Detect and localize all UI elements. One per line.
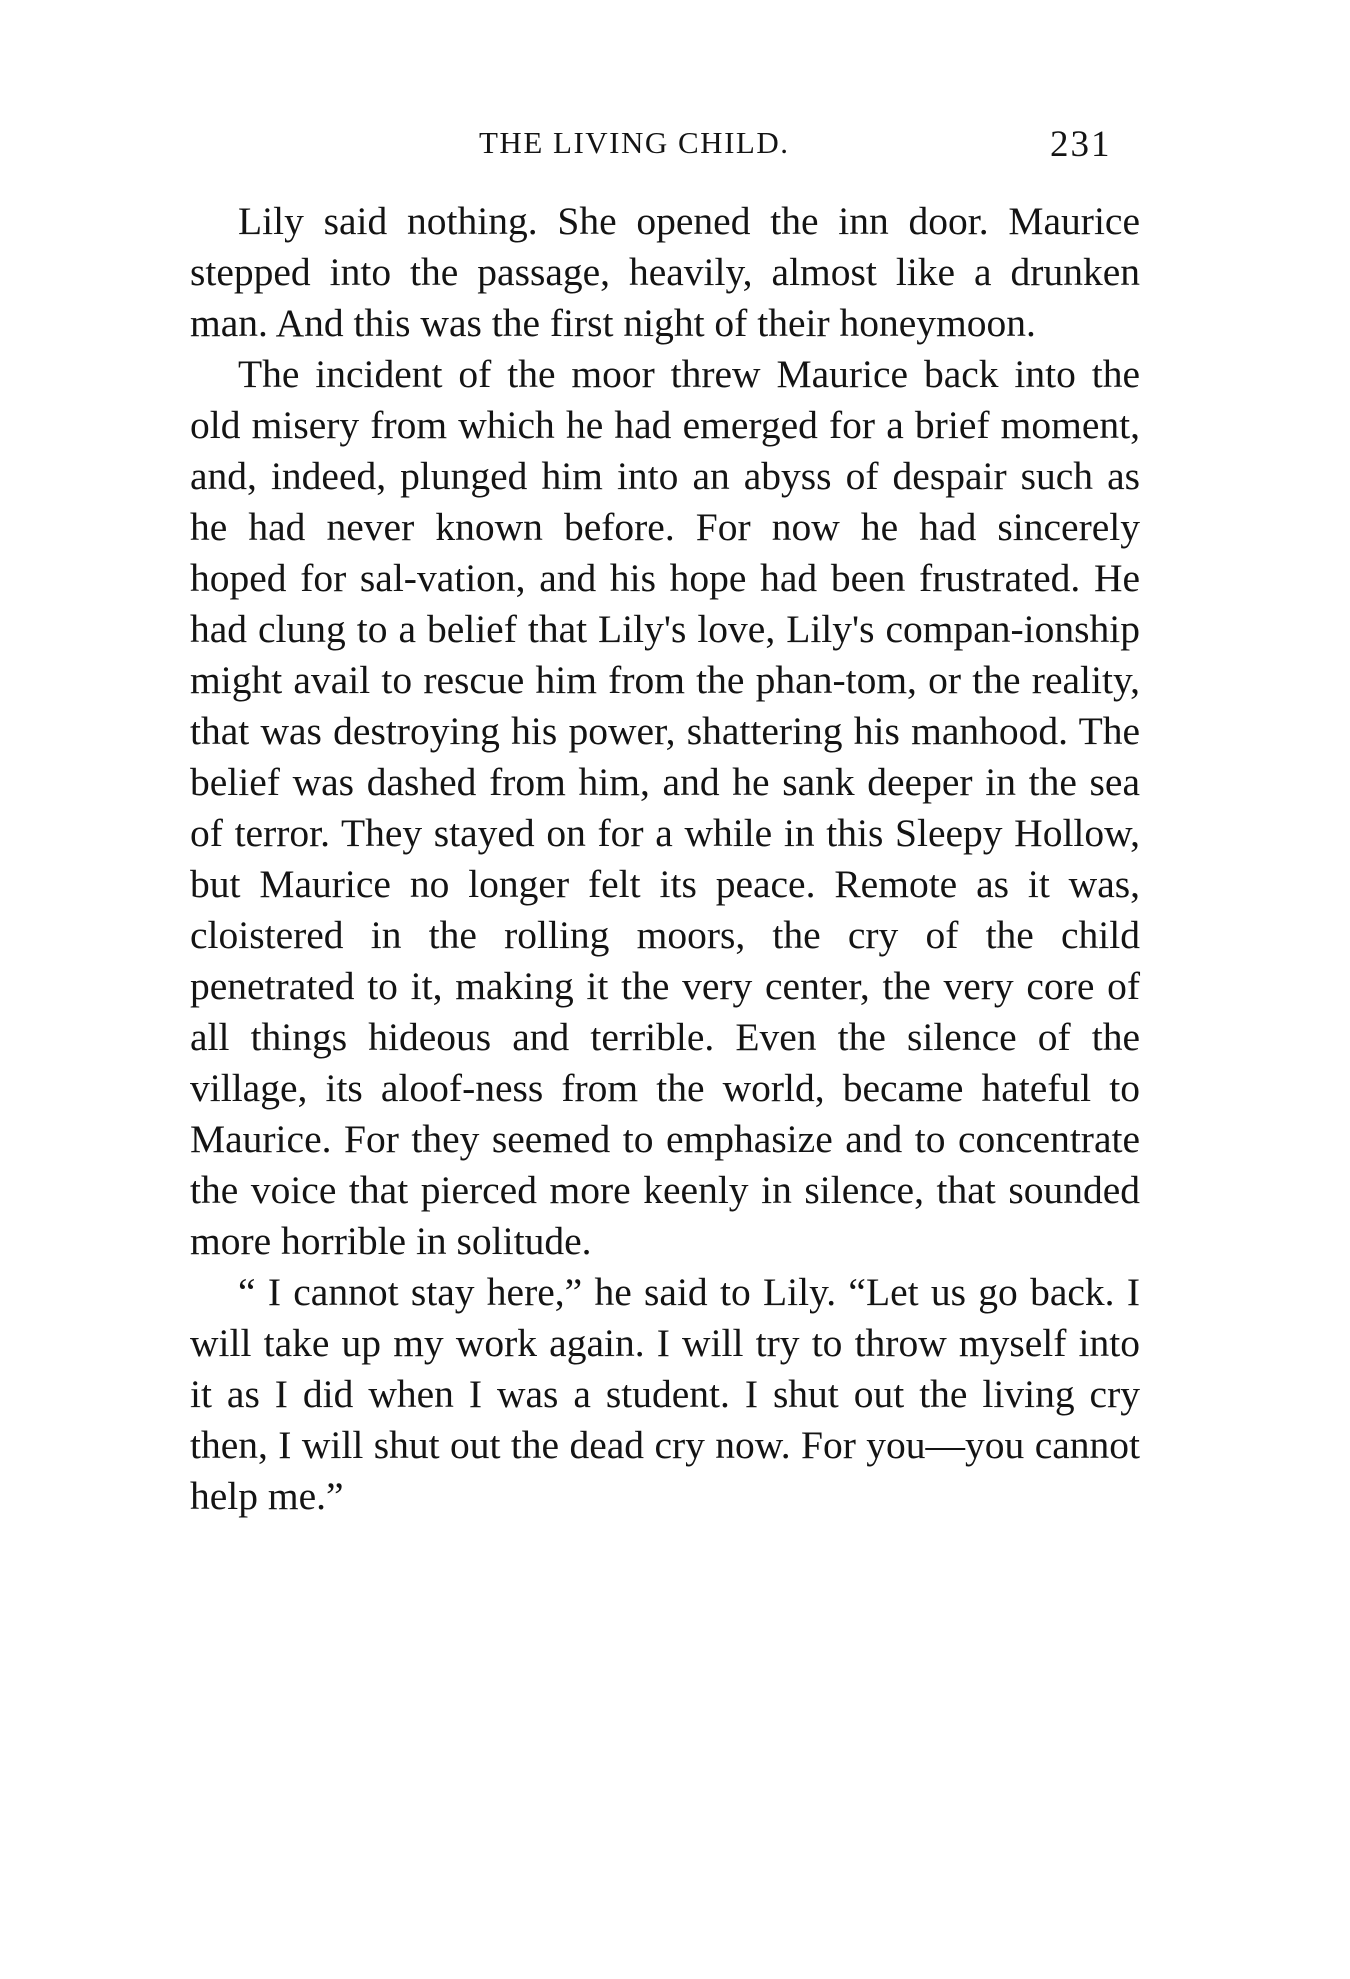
page-number: 231 [1050, 124, 1112, 165]
paragraph: Lily said nothing. She opened the inn door. Maurice stepped into the passage, heavily, almost like a drunken man. And this was the first night of their honeymoon. [190, 199, 1140, 345]
running-head [0, 118, 1350, 168]
paragraph: “ I cannot stay here,” he said to Lily. “Let us go back. I will take up my work again. I will try to throw myself into it as I did when I was a student. I shut out the living cry then, I will shut out the dead cry now. For you—you cannot help me.” [190, 1270, 1140, 1518]
body-text [190, 196, 1140, 1522]
running-title: THE LIVING CHILD. [479, 125, 790, 160]
paragraph: The incident of the moor threw Maurice back into the old misery from which he had emerged for a brief moment, and, indeed, plunged him into an abyss of despair such as he had never known before. For now he had sincerely hoped for sal-vation, and his hope had been frustrated. He had clung to a belief that Lily's love, Lily's compan-ionship might avail to rescue him from the phan-tom, or the reality, that was destroying his power, shattering his manhood. The belief was dashed from him, and he sank deeper in the sea of terror. They stayed on for a while in this Sleepy Hollow, but Maurice no longer felt its peace. Remote as it was, cloistered in the rolling moors, the cry of the child penetrated to it, making it the very center, the very core of all things hideous and terrible. Even the silence of the village, its aloof-ness from the world, became hateful to Maurice. For they seemed to emphasize and to concentrate the voice that pierced more keenly in silence, that sounded more horrible in solitude. [190, 352, 1140, 1263]
